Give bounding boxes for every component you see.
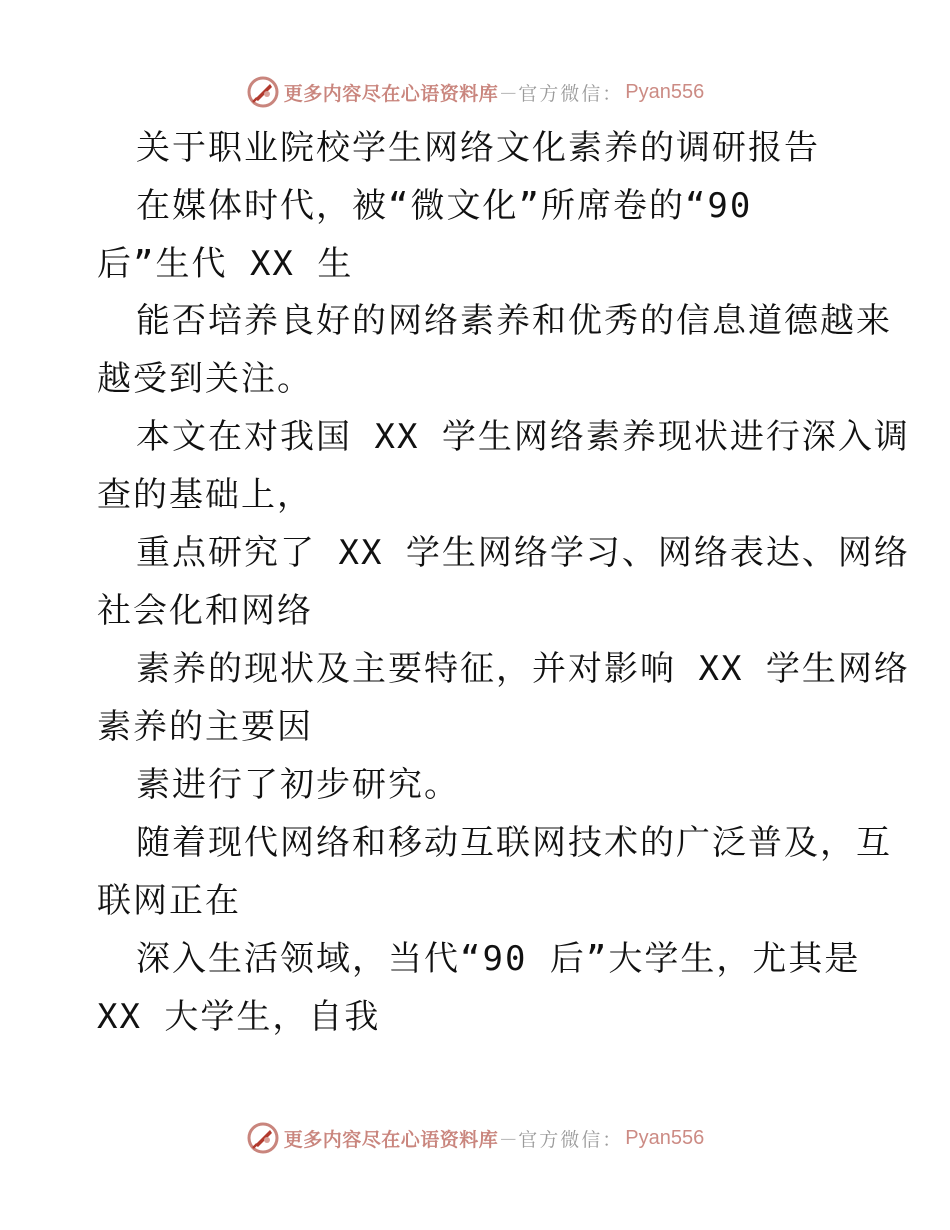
paragraph-line: 能否培养良好的网络素养和优秀的信息道德越来	[136, 301, 892, 341]
header-banner	[0, 70, 950, 114]
banner-subtitle: 官方微信：	[518, 1128, 624, 1151]
paragraph-line: 越受到关注。	[97, 359, 313, 399]
banner-main-text: 更多内容尽在心语资料库	[283, 1128, 499, 1151]
paragraph-line: 素进行了初步研究。	[136, 765, 460, 805]
paragraph-line: 社会化和网络	[97, 591, 313, 631]
document-title: 关于职业院校学生网络文化素养的调研报告	[136, 128, 820, 168]
quill-logo-icon	[246, 75, 280, 109]
banner-separator: —	[500, 82, 517, 102]
banner-main-text: 更多内容尽在心语资料库	[283, 82, 499, 105]
paragraph-line: 深入生活领域，当代“90 后”大学生，尤其是	[136, 939, 861, 979]
paragraph-line: 在媒体时代，被“微文化”所席卷的“90	[136, 186, 753, 226]
quill-logo-icon	[246, 1121, 280, 1155]
paragraph-line: 联网正在	[97, 881, 241, 921]
paragraph-line: 随着现代网络和移动互联网技术的广泛普及，互	[136, 823, 892, 863]
banner-subtitle: 官方微信：	[518, 82, 624, 105]
paragraph-line: 素养的现状及主要特征，并对影响 XX 学生网络	[136, 649, 910, 689]
banner-separator: —	[500, 1128, 517, 1148]
paragraph-line: 本文在对我国 XX 学生网络素养现状进行深入调	[136, 417, 910, 457]
paragraph-line: XX 大学生，自我	[97, 997, 381, 1037]
paragraph-line: 查的基础上，	[97, 475, 313, 515]
paragraph-line: 素养的主要因	[97, 707, 313, 747]
banner-wechat-id: Pyan556	[625, 80, 705, 103]
footer-banner	[0, 1116, 950, 1160]
paragraph-line: 重点研究了 XX 学生网络学习、网络表达、网络	[136, 533, 910, 573]
paragraph-line: 后”生代 XX 生	[97, 244, 354, 284]
banner-wechat-id: Pyan556	[625, 1126, 705, 1149]
